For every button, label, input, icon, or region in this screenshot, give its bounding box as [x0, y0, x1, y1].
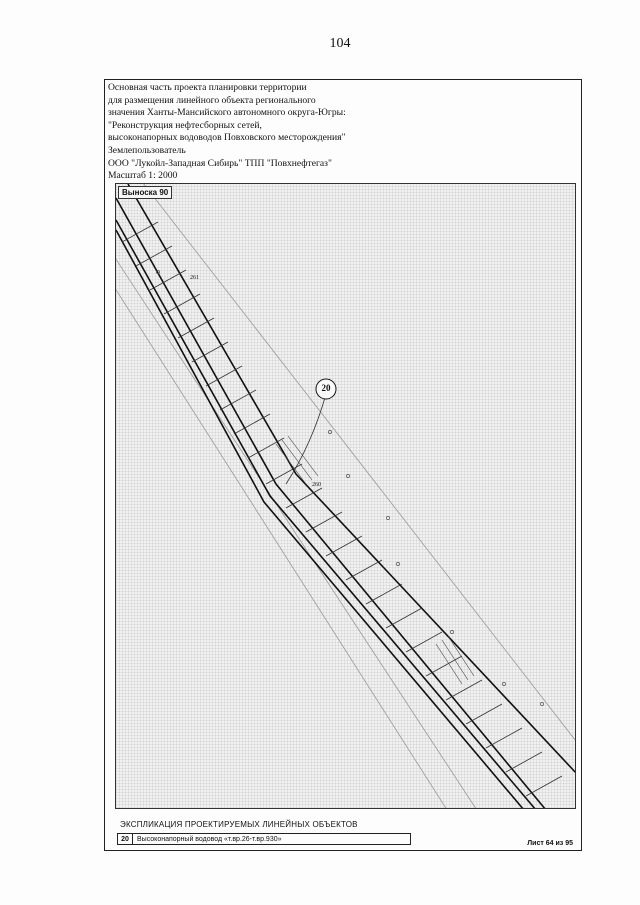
- title-line: Основная часть проекта планировки территории: [108, 82, 307, 93]
- title-line: значения Ханты-Мансийского автономного округа-Югры:: [108, 107, 346, 119]
- title-line: высоконапорных водоводов Повховского месторождения": [108, 132, 346, 144]
- chainage-cross-lines: [122, 222, 562, 796]
- sheet-number: Лист 64 из 95: [527, 840, 573, 847]
- title-block: [108, 82, 568, 183]
- object-marker-label: 20: [321, 383, 331, 393]
- land-user-name: ООО "Лукойл-Западная Сибирь" ТПП "Повхнефтегаз": [108, 157, 332, 169]
- drawing-sheet: [104, 79, 582, 851]
- station-label: 261: [190, 275, 199, 281]
- legend-row: [117, 833, 411, 845]
- page-number: 104: [329, 36, 351, 51]
- marker-leader-line: [286, 394, 326, 484]
- legend-title: ЭКСПЛИКАЦИЯ ПРОЕКТИРУЕМЫХ ЛИНЕЙНЫХ ОБЪЕКТОВ: [120, 820, 358, 829]
- callout-label: Выноска 90: [118, 186, 172, 199]
- map-drawing: [116, 184, 576, 809]
- legend-row-number: 20: [118, 834, 133, 844]
- map-frame: [115, 183, 576, 809]
- pipeline-route-lines: [116, 184, 576, 809]
- station-label: 260: [312, 482, 321, 488]
- scale-label: Масштаб 1: 2000: [108, 170, 178, 182]
- legend-row-description: Высоконапорный водовод «т.вр.26-т.вр.930»: [137, 835, 282, 843]
- land-user-heading: Землепользователь: [108, 144, 186, 156]
- title-line: для размещения линейного объекта регионального: [108, 94, 316, 106]
- title-line: "Реконструкция нефтесборных сетей,: [108, 119, 262, 131]
- hatching-marks: [276, 436, 474, 684]
- corridor-outer-lines: [116, 184, 576, 809]
- survey-points: [150, 194, 543, 705]
